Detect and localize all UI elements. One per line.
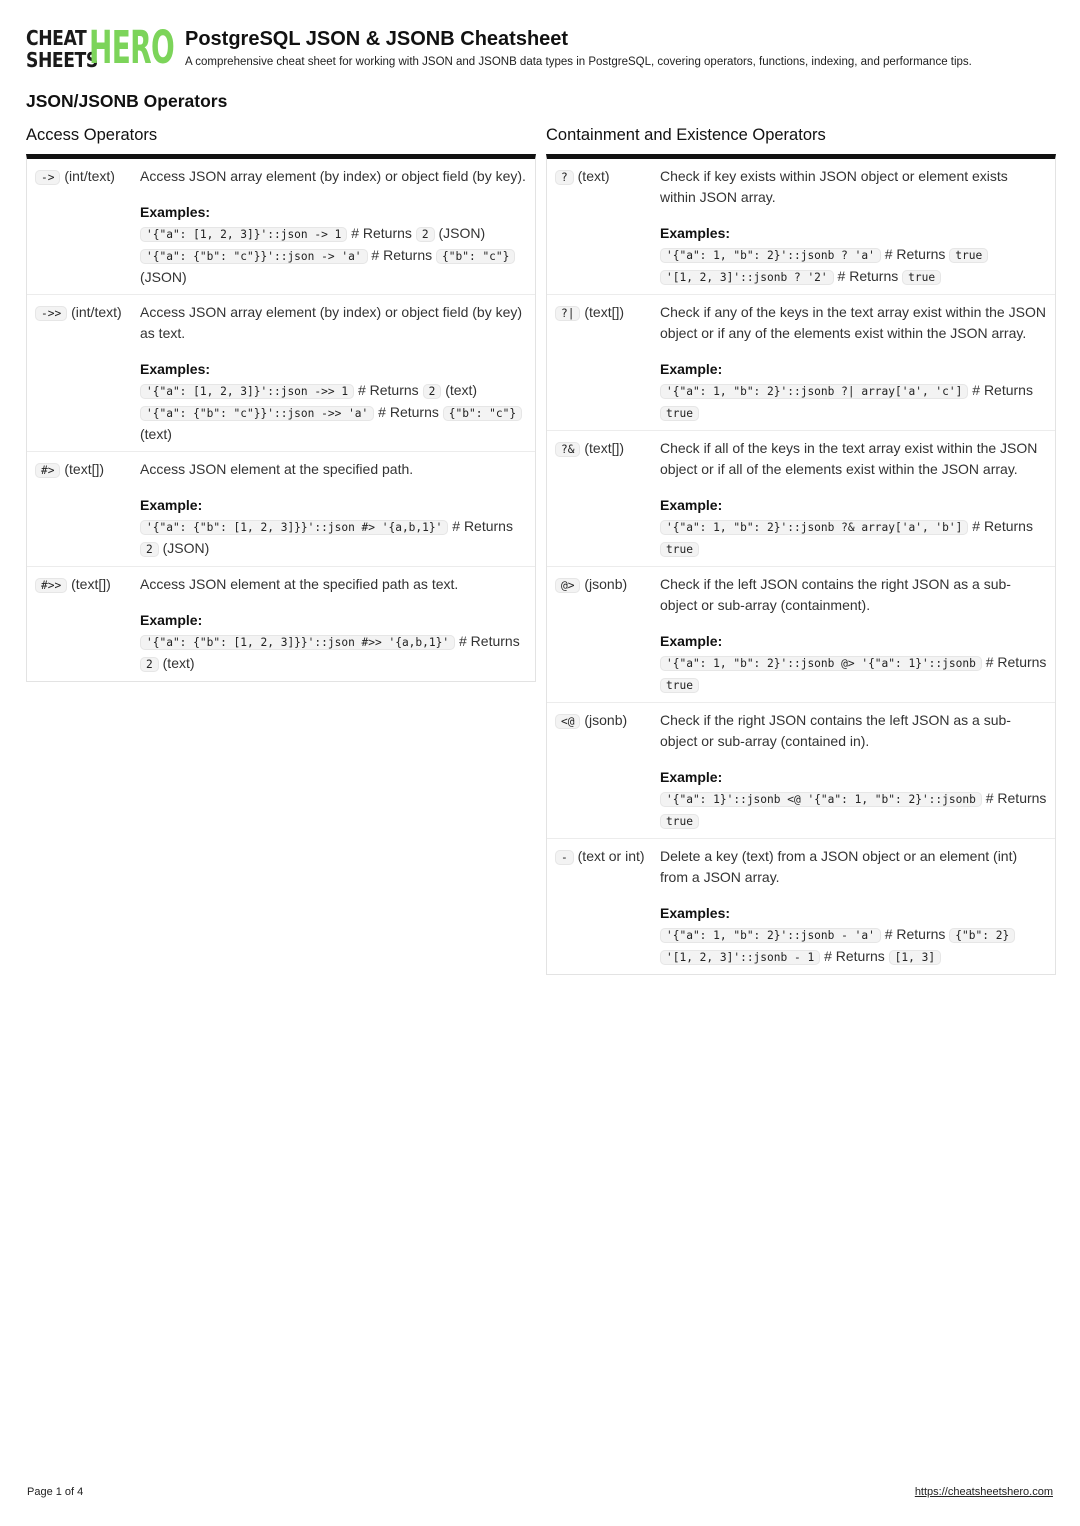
operator-code: ?& bbox=[555, 442, 580, 457]
operator-cell bbox=[547, 166, 660, 288]
description-text: Access JSON element at the specified path as text. bbox=[140, 576, 459, 592]
example-line bbox=[660, 380, 1047, 424]
operator-cell bbox=[547, 846, 660, 968]
description-cell bbox=[140, 574, 535, 675]
example-comment: # Returns bbox=[374, 404, 443, 420]
access-operators-title: Access Operators bbox=[26, 126, 158, 144]
example-result: true bbox=[660, 678, 699, 693]
example-line bbox=[660, 946, 1047, 968]
example-comment: # Returns bbox=[880, 926, 950, 942]
examples-label: Example: bbox=[140, 497, 203, 513]
example-comment: # Returns bbox=[820, 948, 889, 964]
example-result: {"b": "c"} bbox=[436, 249, 515, 264]
page-number: Page 1 of 4 bbox=[27, 1486, 84, 1498]
example-result-type: (text) bbox=[158, 655, 195, 671]
examples-label: Example: bbox=[660, 633, 723, 649]
description-cell bbox=[140, 459, 535, 560]
operator-cell bbox=[547, 302, 660, 424]
example-code: '{"a": [1, 2, 3]}'::json ->> 1 bbox=[140, 384, 354, 399]
operator-type: (text[]) bbox=[67, 576, 111, 592]
operator-code: -> bbox=[35, 170, 60, 185]
containment-operators-table bbox=[546, 154, 1056, 975]
example-result: {"b": 2} bbox=[949, 928, 1015, 943]
examples-label: Example: bbox=[660, 361, 723, 377]
example-result: true bbox=[949, 248, 988, 263]
example-comment: # Returns bbox=[968, 518, 1033, 534]
description-text: Access JSON element at the specified path. bbox=[140, 461, 414, 477]
example-comment: # Returns bbox=[354, 382, 423, 398]
example-line bbox=[140, 402, 527, 445]
example-code: '{"a": 1, "b": 2}'::jsonb ?| array['a', 'c'] bbox=[660, 384, 968, 399]
containment-operators-title: Containment and Existence Operators bbox=[546, 126, 826, 144]
operator-type: (int/text) bbox=[60, 168, 115, 184]
example-code: '{"a": [1, 2, 3]}'::json -> 1 bbox=[140, 227, 347, 242]
access-operators-column bbox=[26, 124, 536, 682]
example-comment: # Returns bbox=[880, 246, 950, 262]
description-cell bbox=[660, 574, 1055, 696]
table-row bbox=[547, 566, 1055, 702]
operator-type: (jsonb) bbox=[580, 712, 628, 728]
table-row bbox=[547, 159, 1055, 294]
operator-type: (jsonb) bbox=[580, 576, 628, 592]
example-comment: # Returns bbox=[981, 790, 1047, 806]
example-result: 2 bbox=[423, 384, 442, 399]
example-result-type: (text) bbox=[140, 426, 172, 442]
description-text: Check if the right JSON contains the left JSON as a sub-object or sub-array (contained in). bbox=[660, 712, 1011, 749]
example-line bbox=[660, 924, 1047, 946]
description-cell bbox=[660, 302, 1055, 424]
page-header bbox=[26, 21, 1056, 74]
table-row bbox=[547, 294, 1055, 430]
example-line bbox=[660, 266, 1047, 288]
operator-cell bbox=[27, 574, 140, 675]
example-line bbox=[140, 516, 527, 560]
description-cell bbox=[660, 166, 1055, 288]
description-text: Check if all of the keys in the text array exist within the JSON object or if all of the elements exist within the JSON array. bbox=[660, 440, 1038, 477]
example-code: '{"a": 1}'::jsonb <@ '{"a": 1, "b": 2}'::jsonb bbox=[660, 792, 982, 807]
example-code: '{"a": 1, "b": 2}'::jsonb ? 'a' bbox=[660, 248, 881, 263]
example-result-type: (JSON) bbox=[158, 540, 210, 556]
example-comment: # Returns bbox=[455, 633, 520, 649]
example-result-type: (JSON) bbox=[434, 225, 486, 241]
example-line bbox=[660, 244, 1047, 266]
example-line bbox=[140, 631, 527, 675]
operator-code: #>> bbox=[35, 578, 67, 593]
operator-code: <@ bbox=[555, 714, 580, 729]
example-result: 2 bbox=[416, 227, 435, 242]
example-result: true bbox=[660, 814, 699, 829]
example-code: '{"a": {"b": "c"}}'::json -> 'a' bbox=[140, 249, 368, 264]
operator-cell bbox=[27, 302, 140, 445]
description-text: Check if key exists within JSON object or element exists within JSON array. bbox=[660, 168, 1008, 205]
example-result: true bbox=[660, 406, 699, 421]
example-result: [1, 3] bbox=[889, 950, 941, 965]
example-result-type: (JSON) bbox=[140, 269, 187, 285]
operator-type: (text[]) bbox=[60, 461, 105, 477]
table-row bbox=[27, 566, 535, 681]
example-result: true bbox=[660, 542, 699, 557]
operator-code: ?| bbox=[555, 306, 580, 321]
examples-label: Example: bbox=[140, 612, 203, 628]
operator-cell bbox=[27, 459, 140, 560]
operator-cell bbox=[547, 710, 660, 832]
description-cell bbox=[140, 302, 535, 445]
operator-type: (int/text) bbox=[67, 304, 122, 320]
logo-text-sheets: SHEETS bbox=[26, 48, 98, 72]
example-line bbox=[660, 516, 1047, 560]
operator-cell bbox=[547, 574, 660, 696]
logo-text-hero: HERO bbox=[89, 21, 175, 74]
example-comment: # Returns bbox=[367, 247, 437, 263]
table-row bbox=[27, 451, 535, 566]
operator-cell bbox=[547, 438, 660, 560]
examples-label: Examples: bbox=[140, 361, 211, 377]
example-line bbox=[140, 380, 527, 402]
operator-code: - bbox=[555, 850, 574, 865]
description-cell bbox=[660, 710, 1055, 832]
example-line bbox=[660, 652, 1047, 696]
operator-cell bbox=[27, 166, 140, 288]
containment-operators-column bbox=[546, 124, 1056, 975]
example-comment: # Returns bbox=[347, 225, 416, 241]
example-code: '{"a": 1, "b": 2}'::jsonb @> '{"a": 1}'::jsonb bbox=[660, 656, 982, 671]
description-cell bbox=[140, 166, 535, 288]
page-subtitle: A comprehensive cheat sheet for working with JSON and JSONB data types in PostgreSQL, covering operators, functions, indexing, and performance tips. bbox=[185, 56, 972, 68]
example-comment: # Returns bbox=[981, 654, 1047, 670]
operator-code: ? bbox=[555, 170, 574, 185]
description-text: Check if the left JSON contains the right JSON as a sub-object or sub-array (containment). bbox=[660, 576, 1011, 613]
site-link[interactable]: https://cheatsheetshero.com bbox=[914, 1486, 1053, 1498]
operator-type: (text) bbox=[573, 168, 610, 184]
examples-label: Example: bbox=[660, 497, 723, 513]
cheatsheetshero-logo[interactable] bbox=[26, 21, 175, 74]
example-result-type: (text) bbox=[441, 382, 478, 398]
operator-type: (text[]) bbox=[580, 440, 625, 456]
example-code: '{"a": {"b": "c"}}'::json ->> 'a' bbox=[140, 406, 374, 421]
description-text: Check if any of the keys in the text array exist within the JSON object or if any of the elements exist within the JSON array. bbox=[660, 304, 1046, 341]
examples-label: Example: bbox=[660, 769, 723, 785]
table-row bbox=[27, 294, 535, 451]
example-line bbox=[140, 223, 527, 245]
table-row bbox=[547, 838, 1055, 974]
operator-type: (text or int) bbox=[573, 848, 645, 864]
example-code: '{"a": 1, "b": 2}'::jsonb - 'a' bbox=[660, 928, 881, 943]
example-code: '{"a": 1, "b": 2}'::jsonb ?& array['a', 'b'] bbox=[660, 520, 968, 535]
logo-text-cheat: CHEAT bbox=[26, 26, 87, 50]
operator-type: (text[]) bbox=[580, 304, 625, 320]
table-row bbox=[547, 702, 1055, 838]
examples-label: Examples: bbox=[140, 204, 211, 220]
example-code: '{"a": {"b": [1, 2, 3]}}'::json #>> '{a,b,1}' bbox=[140, 635, 455, 650]
section-title: JSON/JSONB Operators bbox=[26, 91, 228, 111]
example-comment: # Returns bbox=[448, 518, 513, 534]
description-text: Delete a key (text) from a JSON object or an element (int) from a JSON array. bbox=[660, 848, 1018, 885]
description-text: Access JSON array element (by index) or object field (by key). bbox=[140, 168, 526, 184]
operator-code: #> bbox=[35, 463, 60, 478]
example-code: '[1, 2, 3]'::jsonb ? '2' bbox=[660, 270, 834, 285]
examples-label: Examples: bbox=[660, 905, 731, 921]
example-result: 2 bbox=[140, 657, 159, 672]
operator-code: @> bbox=[555, 578, 580, 593]
access-operators-table bbox=[26, 154, 536, 682]
example-result: {"b": "c"} bbox=[443, 406, 522, 421]
description-cell bbox=[660, 438, 1055, 560]
examples-label: Examples: bbox=[660, 225, 731, 241]
example-result: 2 bbox=[140, 542, 159, 557]
operator-code: ->> bbox=[35, 306, 67, 321]
example-result: true bbox=[902, 270, 941, 285]
example-line bbox=[660, 788, 1047, 832]
description-cell bbox=[660, 846, 1055, 968]
example-comment: # Returns bbox=[833, 268, 903, 284]
example-line bbox=[140, 245, 527, 288]
example-comment: # Returns bbox=[968, 382, 1033, 398]
table-row bbox=[547, 430, 1055, 566]
example-code: '[1, 2, 3]'::jsonb - 1 bbox=[660, 950, 820, 965]
description-text: Access JSON array element (by index) or object field (by key) as text. bbox=[140, 304, 523, 341]
table-row bbox=[27, 159, 535, 294]
example-code: '{"a": {"b": [1, 2, 3]}}'::json #> '{a,b,1}' bbox=[140, 520, 448, 535]
page-title: PostgreSQL JSON & JSONB Cheatsheet bbox=[185, 28, 569, 50]
